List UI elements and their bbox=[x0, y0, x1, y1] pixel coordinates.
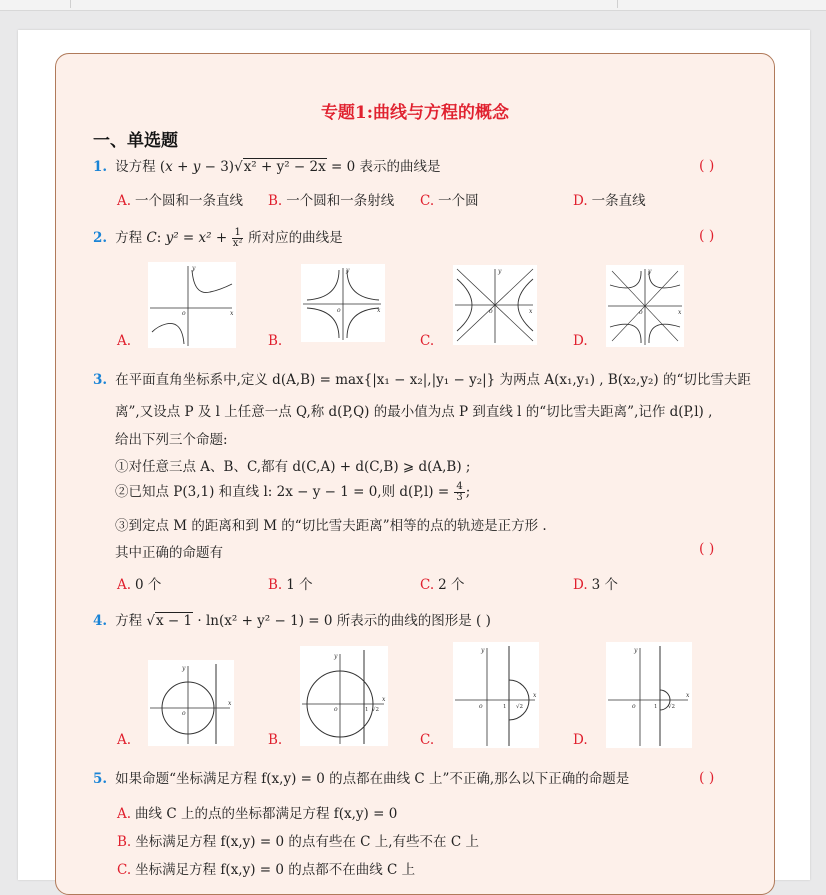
axis-label-r2: √2 bbox=[516, 704, 524, 710]
axis-label-r2: √2 bbox=[372, 707, 380, 713]
answer-paren: ( ) bbox=[699, 228, 715, 244]
q4-graph-a[interactable] bbox=[148, 660, 234, 746]
q2-var-c: C bbox=[146, 230, 157, 246]
option-label: B. bbox=[117, 834, 132, 850]
axis-label-y: y bbox=[346, 267, 350, 274]
option-label: D. bbox=[573, 193, 588, 209]
q4-graph-c[interactable] bbox=[453, 642, 539, 748]
q2-eq: y² = x² + bbox=[165, 230, 232, 246]
q3-line3: 给出下列三个命题: bbox=[115, 432, 228, 448]
q3-line4: ①对任意三点 A、B、C,都有 d(C,A) + d(C,B) ⩾ d(A,B) ; bbox=[115, 459, 471, 475]
q4-sqrt-expr: x − 1 bbox=[156, 613, 193, 629]
q1-option-d bbox=[573, 189, 646, 209]
q2-option-d bbox=[573, 333, 592, 349]
question-2 bbox=[93, 228, 343, 249]
q3-fraction bbox=[454, 482, 464, 503]
axis-label-o: o bbox=[632, 703, 636, 710]
question-number: 1. bbox=[93, 159, 108, 175]
q4-option-c bbox=[420, 732, 438, 748]
option-label: C. bbox=[420, 333, 435, 349]
axis-label-x: x bbox=[228, 700, 232, 707]
q1-sqrt-expr: x² + y² − 2x bbox=[243, 159, 326, 175]
q4-option-d bbox=[573, 732, 592, 748]
q3-line1: 在平面直角坐标系中,定义 d(A,B) = max{|x₁ − x₂|,|y₁ − y₂|} 为两点 A(x₁,y₁) , B(x₂,y₂) 的“切比雪夫距 bbox=[115, 372, 751, 388]
q1-option-a bbox=[117, 189, 243, 209]
option-label: A. bbox=[117, 193, 132, 209]
option-label: D. bbox=[573, 333, 588, 349]
q1-var-y: y bbox=[192, 159, 201, 175]
frac-num: 4 bbox=[456, 481, 463, 492]
option-text: 一个圆 bbox=[438, 193, 479, 209]
option-text: 坐标满足方程 f(x,y) = 0 的点有些在 C 上,有些不在 C 上 bbox=[135, 834, 479, 850]
q4-graph-d[interactable] bbox=[606, 642, 692, 748]
q1-option-c bbox=[420, 189, 479, 209]
q3-option-a bbox=[117, 573, 161, 593]
toolbar-divider bbox=[617, 0, 618, 8]
axis-label-o: o bbox=[639, 309, 643, 316]
axis-label-x: x bbox=[529, 308, 533, 315]
axis-label-x: x bbox=[686, 692, 690, 699]
axis-label-x: x bbox=[533, 692, 537, 699]
option-text: 一个圆和一条射线 bbox=[286, 193, 395, 209]
option-label: C. bbox=[420, 193, 435, 209]
axis-label-y: y bbox=[498, 268, 502, 275]
option-label: C. bbox=[420, 732, 435, 748]
question-5 bbox=[93, 770, 629, 788]
axis-label-x: x bbox=[678, 309, 682, 316]
frac-den: x² bbox=[232, 238, 243, 249]
axis-label-one: 1 bbox=[365, 707, 369, 713]
axis-label-x: x bbox=[230, 310, 234, 317]
q3-option-b bbox=[268, 573, 313, 593]
axis-label-one: 1 bbox=[654, 704, 658, 710]
answer-paren: ( ) bbox=[699, 770, 715, 786]
option-label: B. bbox=[268, 577, 283, 593]
q2-graph-d[interactable] bbox=[606, 265, 684, 347]
q5-text: 如果命题“坐标满足方程 f(x,y) = 0 的点都在曲线 C 上”不正确,那么以下正确的命题是 bbox=[115, 771, 630, 787]
option-label: B. bbox=[268, 193, 283, 209]
frac-num: 1 bbox=[234, 227, 241, 238]
axis-label-o: o bbox=[334, 706, 338, 713]
option-text: 曲线 C 上的点的坐标都满足方程 f(x,y) = 0 bbox=[135, 806, 398, 822]
q2-graph-b[interactable] bbox=[301, 264, 385, 342]
q4-option-a bbox=[117, 732, 135, 748]
answer-paren: ( ) bbox=[699, 541, 715, 557]
axis-label-y: y bbox=[182, 665, 186, 672]
toolbar-divider bbox=[70, 0, 71, 8]
q1-var-x: x bbox=[165, 159, 173, 175]
q1-tail: = 0 表示的曲线是 bbox=[326, 159, 441, 175]
q3-line7: 其中正确的命题有 bbox=[115, 545, 223, 561]
doc-title: 专题1:曲线与方程的概念 bbox=[320, 103, 510, 123]
axis-label-o: o bbox=[479, 703, 483, 710]
q2-option-a bbox=[117, 333, 135, 349]
section-heading: 一、单选题 bbox=[93, 131, 178, 151]
q3-line5 bbox=[115, 480, 470, 503]
axis-label-r2: √2 bbox=[668, 704, 676, 710]
option-text: 一条直线 bbox=[591, 193, 646, 209]
axis-label-y: y bbox=[192, 265, 196, 272]
axis-label-y: y bbox=[634, 647, 638, 654]
question-number: 2. bbox=[93, 230, 108, 246]
option-label: A. bbox=[117, 732, 132, 748]
option-text: 坐标满足方程 f(x,y) = 0 的点都不在曲线 C 上 bbox=[135, 862, 416, 878]
document-page bbox=[18, 30, 810, 880]
question-number: 3. bbox=[93, 372, 108, 388]
question-4 bbox=[93, 612, 491, 630]
q2-graph-a[interactable] bbox=[148, 262, 236, 348]
q2-lead: 方程 bbox=[115, 230, 147, 246]
answer-paren: ( ) bbox=[699, 158, 715, 174]
option-label: B. bbox=[268, 732, 283, 748]
axis-label-o: o bbox=[337, 307, 341, 314]
q3-option-c bbox=[420, 573, 465, 593]
option-text: 2 个 bbox=[438, 577, 465, 593]
option-label: A. bbox=[117, 577, 132, 593]
q1-option-b bbox=[268, 189, 394, 209]
question-3 bbox=[93, 371, 751, 389]
option-label: C. bbox=[420, 577, 435, 593]
option-label: A. bbox=[117, 806, 132, 822]
q2-colon: : bbox=[156, 230, 166, 246]
axis-label-y: y bbox=[481, 647, 485, 654]
q2-fraction bbox=[232, 228, 242, 249]
q3-option-d bbox=[573, 573, 618, 593]
q3-line6: ③到定点 M 的距离和到 M 的“切比雪夫距离”相等的点的轨迹是正方形 . bbox=[115, 518, 547, 534]
option-text: 1 个 bbox=[286, 577, 313, 593]
sqrt-sign: √ bbox=[146, 613, 155, 629]
q5-option-c bbox=[117, 858, 415, 878]
q4-tail: · ln(x² + y² − 1) = 0 所表示的曲线的图形是 ( ) bbox=[193, 613, 491, 629]
option-label: B. bbox=[268, 333, 283, 349]
option-text: 一个圆和一条直线 bbox=[135, 193, 244, 209]
q2-graph-c[interactable] bbox=[453, 265, 537, 345]
q1-plus: + bbox=[172, 159, 193, 175]
window-toolbar bbox=[0, 0, 826, 11]
frac-den: 3 bbox=[456, 492, 463, 503]
axis-label-o: o bbox=[182, 710, 186, 717]
q5-option-a bbox=[117, 802, 397, 822]
option-text: 3 个 bbox=[591, 577, 619, 593]
question-number: 4. bbox=[93, 613, 108, 629]
question-number: 5. bbox=[93, 771, 108, 787]
q3-line5b: ; bbox=[465, 484, 471, 500]
q1-minus3: − 3) bbox=[200, 159, 235, 175]
q3-line5a: ②已知点 P(3,1) 和直线 l: 2x − y − 1 = 0,则 d(P,l) = bbox=[115, 484, 454, 500]
option-text: 0 个 bbox=[135, 577, 162, 593]
axis-label-one: 1 bbox=[503, 704, 507, 710]
q4-lead: 方程 bbox=[115, 613, 147, 629]
axis-label-o: o bbox=[182, 310, 186, 317]
axis-label-x: x bbox=[377, 307, 381, 314]
q1-text-a: 设方程 ( bbox=[115, 159, 166, 175]
q2-option-b bbox=[268, 333, 286, 349]
sqrt-sign: √ bbox=[234, 159, 243, 175]
q4-option-b bbox=[268, 732, 286, 748]
axis-label-x: x bbox=[382, 696, 386, 703]
axis-label-y: y bbox=[334, 653, 338, 660]
question-1 bbox=[93, 158, 441, 176]
axis-label-o: o bbox=[489, 308, 493, 315]
q2-option-c bbox=[420, 333, 438, 349]
option-label: C. bbox=[117, 862, 132, 878]
option-label: D. bbox=[573, 577, 588, 593]
content-card bbox=[55, 53, 775, 895]
q3-line2: 离”,又设点 P 及 l 上任意一点 Q,称 d(P,Q) 的最小值为点 P 到直线 l 的“切比雪夫距离”,记作 d(P,l) , bbox=[115, 404, 713, 420]
axis-label-y: y bbox=[648, 268, 652, 275]
q5-option-b bbox=[117, 830, 479, 850]
q2-tail: 所对应的曲线是 bbox=[243, 230, 343, 246]
q4-graph-b[interactable] bbox=[300, 646, 388, 746]
option-label: D. bbox=[573, 732, 588, 748]
option-label: A. bbox=[117, 333, 132, 349]
